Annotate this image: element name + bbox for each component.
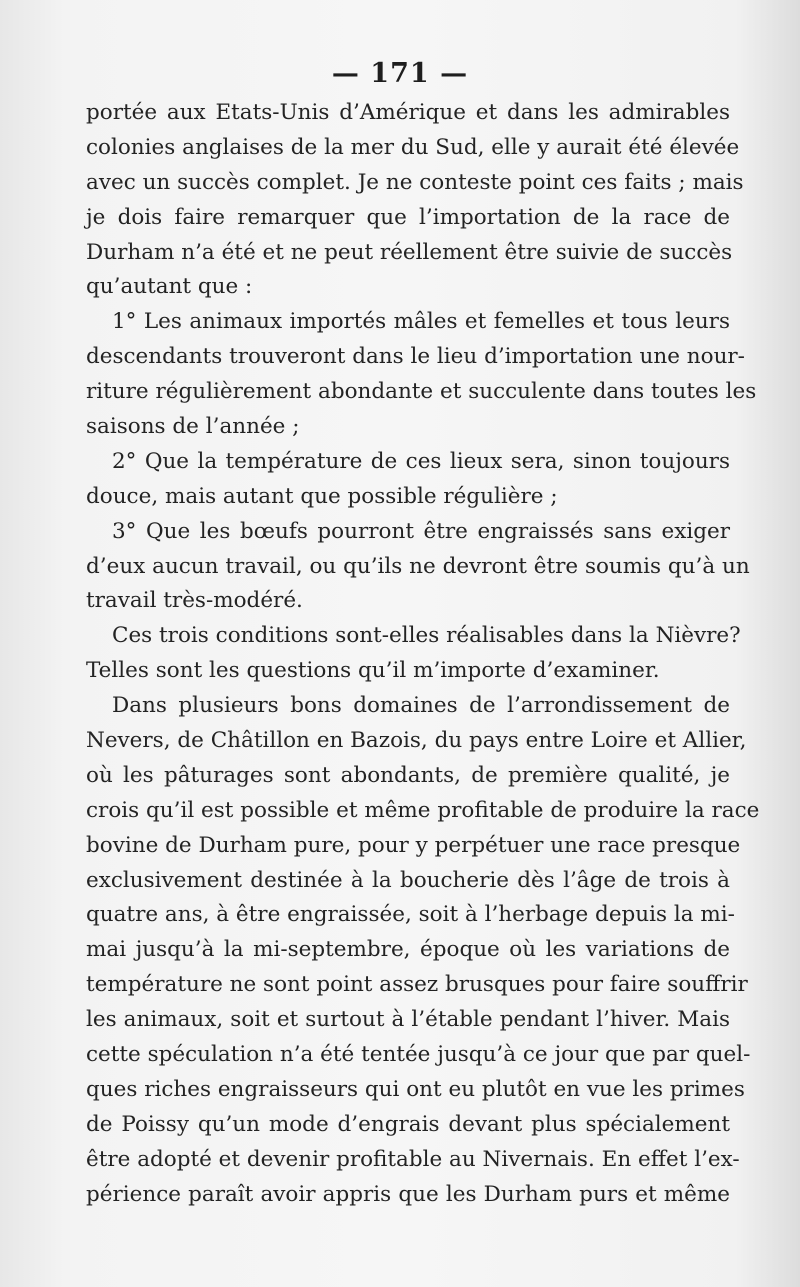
text-line: d’eux aucun travail, ou qu’ils ne devront être soumis qu’à un: [86, 553, 750, 579]
text-line: travail très-modéré.: [86, 588, 303, 614]
text-line: avec un succès complet. Je ne conteste point ces faits ; mais: [86, 169, 744, 195]
text-line: Durham n’a été et ne peut réellement être suivie de succès: [86, 239, 733, 265]
page-number: — 171 —: [331, 58, 469, 89]
text-line: bovine de Durham pure, pour y perpétuer une race presque: [86, 832, 741, 858]
text-line: Ces trois conditions sont-elles réalisables dans la Nièvre?: [112, 623, 741, 649]
text-line: Telles sont les questions qu’il m’importe d’examiner.: [86, 658, 660, 684]
text-line: mai jusqu’à la mi-septembre, époque où les variations de: [86, 937, 730, 963]
text-line: périence paraît avoir appris que les Durham purs et même: [86, 1181, 730, 1207]
text-line: être adopté et devenir profitable au Nivernais. En effet l’ex-: [86, 1146, 740, 1172]
text-line: 1° Les animaux importés mâles et femelles et tous leurs: [112, 309, 730, 335]
text-line: Nevers, de Châtillon en Bazois, du pays entre Loire et Allier,: [86, 728, 747, 754]
text-line: qu’autant que :: [86, 274, 253, 300]
text-line: descendants trouveront dans le lieu d’importation une nour-: [86, 344, 745, 370]
text-line: exclusivement destinée à la boucherie dès l’âge de trois à: [86, 867, 730, 893]
text-line: cette spéculation n’a été tentée jusqu’à ce jour que par quel-: [86, 1042, 751, 1068]
text-line: portée aux Etats-Unis d’Amérique et dans les admirables: [86, 100, 730, 125]
text-line: douce, mais autant que possible régulière ;: [86, 483, 558, 509]
text-line: riture régulièrement abondante et succulente dans toutes les: [86, 379, 757, 405]
text-line: 3° Que les bœufs pourront être engraissés sans exiger: [112, 518, 730, 544]
text-line: ques riches engraisseurs qui ont eu plutôt en vue les primes: [86, 1076, 745, 1102]
text-line: quatre ans, à être engraissée, soit à l’herbage depuis la mi-: [86, 902, 735, 928]
text-line: je dois faire remarquer que l’importation de la race de: [86, 204, 730, 230]
text-line: 2° Que la température de ces lieux sera, sinon toujours: [112, 448, 730, 474]
text-line: les animaux, soit et surtout à l’étable pendant l’hiver. Mais: [86, 1007, 730, 1033]
text-line: de Poissy qu’un mode d’engrais devant plus spécialement: [86, 1111, 730, 1137]
text-line: Dans plusieurs bons domaines de l’arrondissement de: [112, 693, 730, 719]
body-text: [86, 96, 760, 1213]
text-line: saisons de l’année ;: [86, 414, 300, 440]
text-line: température ne sont point assez brusques pour faire souffrir: [86, 972, 748, 998]
text-line: crois qu’il est possible et même profitable de produire la race: [86, 797, 760, 823]
text-line: où les pâturages sont abondants, de première qualité, je: [86, 762, 730, 788]
text-line: colonies anglaises de la mer du Sud, elle y aurait été élevée: [86, 134, 740, 160]
